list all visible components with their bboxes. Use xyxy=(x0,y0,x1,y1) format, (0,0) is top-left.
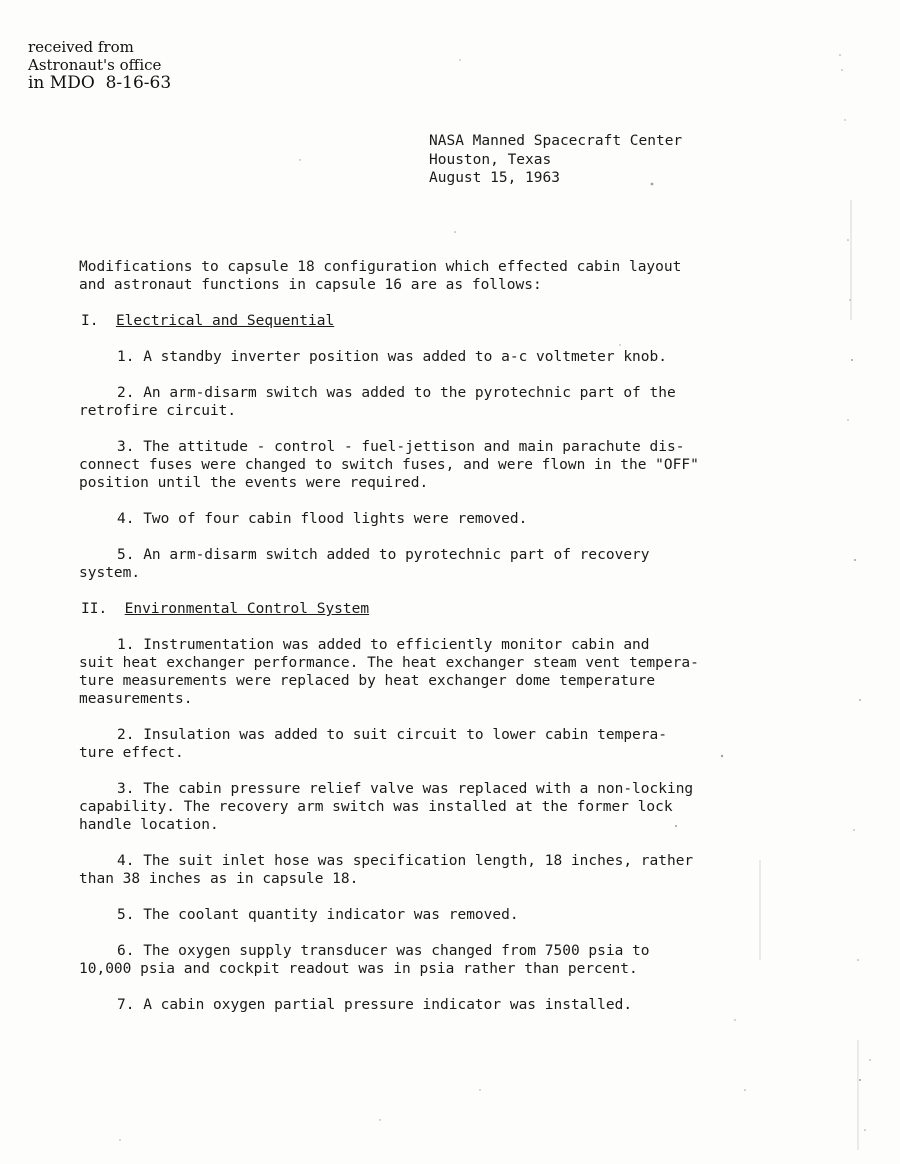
list-item xyxy=(79,348,739,366)
item-continuation-line: 10,000 psia and cockpit readout was in psia rather than percent. xyxy=(79,961,638,977)
list-item xyxy=(79,996,739,1014)
header-date: August 15, 1963 xyxy=(429,170,560,186)
item-first-line: 3. The cabin pressure relief valve was replaced with a non-locking xyxy=(117,781,694,797)
list-item xyxy=(79,942,739,978)
intro-line: and astronaut functions in capsule 16 are as follows: xyxy=(79,277,542,293)
item-first-line: 2. An arm-disarm switch was added to the pyrotechnic part of the xyxy=(117,385,676,401)
item-continuation-line: ture measurements were replaced by heat exchanger dome temperature xyxy=(79,673,656,689)
intro-line: Modifications to capsule 18 configuration which effected cabin layout xyxy=(79,259,682,275)
intro-paragraph xyxy=(79,258,739,294)
item-continuation-line: system. xyxy=(79,565,141,581)
list-item xyxy=(79,438,739,492)
section-numeral: II. xyxy=(81,601,108,617)
stamp-line-office: Astronaut's office xyxy=(28,56,162,74)
section-heading xyxy=(81,312,739,330)
item-continuation-line: suit heat exchanger performance. The heat exchanger steam vent tempera- xyxy=(79,655,699,671)
item-first-line: 1. Instrumentation was added to efficiently monitor cabin and xyxy=(117,637,650,653)
item-continuation-line: handle location. xyxy=(79,817,219,833)
item-first-line: 6. The oxygen supply transducer was changed from 7500 psia to xyxy=(117,943,650,959)
item-first-line: 4. Two of four cabin flood lights were removed. xyxy=(117,511,528,527)
stamp-line-date: in MDO 8-16-63 xyxy=(28,73,172,93)
item-first-line: 5. The coolant quantity indicator was removed. xyxy=(117,907,519,923)
stamp-line-received: received from xyxy=(28,38,134,56)
item-first-line: 2. Insulation was added to suit circuit to lower cabin tempera- xyxy=(117,727,667,743)
list-item xyxy=(79,384,739,420)
list-item xyxy=(79,906,739,924)
item-continuation-line: position until the events were required. xyxy=(79,475,429,491)
document-body xyxy=(79,258,739,1032)
header-org: NASA Manned Spacecraft Center xyxy=(429,133,683,149)
item-first-line: 4. The suit inlet hose was specification length, 18 inches, rather xyxy=(117,853,694,869)
list-item xyxy=(79,852,739,888)
item-continuation-line: retrofire circuit. xyxy=(79,403,237,419)
received-stamp xyxy=(28,38,171,92)
item-continuation-line: ture effect. xyxy=(79,745,184,761)
section-numeral: I. xyxy=(81,313,99,329)
list-item xyxy=(79,726,739,762)
item-first-line: 1. A standby inverter position was added to a-c voltmeter knob. xyxy=(117,349,667,365)
header-city: Houston, Texas xyxy=(429,151,552,168)
item-first-line: 7. A cabin oxygen partial pressure indicator was installed. xyxy=(117,997,633,1013)
item-continuation-line: capability. The recovery arm switch was installed at the former lock xyxy=(79,799,673,815)
letterhead xyxy=(429,132,682,188)
section-heading xyxy=(81,600,739,618)
item-continuation-line: connect fuses were changed to switch fuses, and were flown in the "OFF" xyxy=(79,457,699,473)
item-continuation-line: measurements. xyxy=(79,691,193,707)
list-item xyxy=(79,546,739,582)
item-first-line: 5. An arm-disarm switch added to pyrotechnic part of recovery xyxy=(117,547,650,563)
list-item xyxy=(79,510,739,528)
list-item xyxy=(79,780,739,834)
sections-container xyxy=(79,312,739,1014)
item-continuation-line: than 38 inches as in capsule 18. xyxy=(79,871,359,887)
section-title: Electrical and Sequential xyxy=(115,313,335,329)
section-title: Environmental Control System xyxy=(124,601,370,617)
list-item xyxy=(79,636,739,708)
item-first-line: 3. The attitude - control - fuel-jettison and main parachute dis- xyxy=(117,439,685,455)
